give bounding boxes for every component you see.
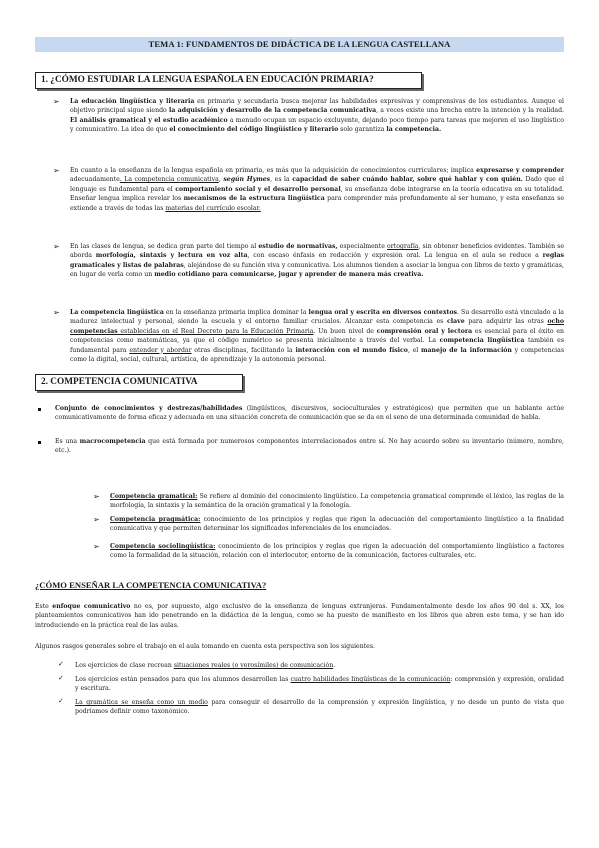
text-run: competencia lingüística — [439, 337, 525, 345]
text-run: es esencial para el éxito en competencias como matemáticas, ya que el código numérico se presenta inicialmente a través del verbal. La — [70, 327, 564, 345]
text-run: enfoque comunicativo — [52, 603, 131, 610]
text-run: mecanismos de la estructura lingüística — [183, 195, 325, 203]
text-run: , con escaso énfasis en redacción y expresión oral. La lengua en el aula se reduce a — [247, 252, 543, 260]
text-run: Competencia sociolingüística: — [110, 543, 216, 550]
text-run: para conseguir el desarrollo de la comprensión y expresión lingüística, y no desde un punto de vista que podríamos definir como taxonómico. — [75, 699, 564, 716]
text-run: manejo de la información — [421, 346, 512, 354]
section3-paragraph-2 — [35, 642, 564, 651]
text-run: estudio de normativas, — [258, 243, 338, 250]
arrow-bullet-icon: ➢ — [93, 542, 100, 551]
section2-bullet-1 — [55, 404, 564, 423]
text-run: . La competencia comunicativa — [119, 176, 219, 184]
text-run: situaciones reales (o verosímiles) de comunicación — [173, 662, 334, 669]
arrow-bullet-icon: ➢ — [93, 515, 100, 524]
text-run: la adquisición y desarrollo de la competencia comunicativa — [168, 107, 377, 115]
section3-check-2 — [75, 675, 564, 694]
text-run: Los ejercicios están pensados para que los alumnos desarrollen las — [75, 676, 291, 683]
square-bullet-icon — [38, 441, 41, 444]
text-run: a menudo ocupan un espacio excluyente, dejando poco tiempo para tareas que mejoren el uso lingüístico y comunicativo. La idea de que — [70, 116, 564, 134]
arrow-bullet-icon: ➢ — [53, 308, 60, 317]
text-run: (lingüísticos, discursivos, socioculturales y estratégicos) que permiten que un hablante actúe comunicativamente de forma eficaz y adecuada en una situación concreta de comunicación que se da en el seno de una determinada comunidad de habla. — [55, 405, 564, 422]
text-run: según Hymes — [223, 176, 271, 184]
text-run: , alejándose de su función viva y comunicativa. Los alumnos tienden a asociar la lengua con libros de texto y gramáticas, en lugar de verla como un — [70, 261, 564, 279]
text-run: Competencia pragmática: — [110, 516, 201, 523]
competencia-gramatical-item — [110, 492, 564, 511]
text-run: macrocompetencia — [79, 438, 146, 445]
check-icon: ✓ — [58, 660, 64, 668]
text-run: solo garantiza — [338, 126, 387, 134]
section1-paragraph-1 — [70, 97, 564, 135]
text-run: . Su desarrollo está vinculado a la madurez intelectual y personal, siendo la escuela y el entorno familiar cruciales. Alcanzar esta competencia es — [70, 309, 564, 326]
text-run: y competencias como la digital, social, cultural, artística, de aprendizaje y la autonomía personal. — [70, 346, 564, 364]
text-run: conocimiento de los principios y reglas que rigen la adecuación del comportamiento lingüístico a la finalidad comunicativa y que permiten determinar los significados inferenciales de los enunciados. — [110, 516, 565, 533]
text-run: ortografía — [387, 243, 419, 250]
square-bullet-icon — [38, 408, 41, 411]
text-run: Los ejercicios de clase recrean — [75, 662, 174, 669]
text-run: , su enseñanza debe integrarse en la teoría educativa en su totalidad. Enseñar lengua implica revelar los — [70, 185, 564, 203]
text-run: otras disciplinas, facilitando la — [191, 346, 296, 354]
text-run: En las clases de lengua, se dedica gran parte del tiempo al — [70, 243, 259, 250]
text-run: La educación lingüística y literaria — [70, 98, 195, 105]
section-2-heading: 2. COMPETENCIA COMUNICATIVA — [35, 374, 243, 391]
text-run: interacción con el mundo físico — [295, 346, 408, 354]
text-run: adecuadamente — [70, 176, 120, 184]
text-run: La gramática se enseña como un medio — [75, 699, 208, 706]
text-run: ocho competencias — [70, 318, 564, 335]
arrow-bullet-icon: ➢ — [53, 97, 60, 106]
arrow-bullet-icon: ➢ — [93, 492, 100, 501]
competencia-pragmatica-item — [110, 515, 564, 534]
text-run: también es fundamental para — [70, 337, 565, 354]
text-run: comprensión oral y lectora — [376, 327, 473, 335]
competencia-sociolinguistica-item — [110, 542, 564, 561]
text-run: , — [218, 176, 224, 184]
text-run: , el — [407, 346, 421, 354]
text-run: establecidas en el Real Decreto para la Educación Primaria — [117, 327, 314, 335]
text-run: Conjunto de conocimientos y destrezas/habilidades — [55, 405, 243, 412]
section-3-heading: ¿CÓMO ENSEÑAR LA COMPETENCIA COMUNICATIVA? — [35, 580, 267, 590]
text-run: , sin obtener beneficios evidentes. También se aborda — [70, 243, 565, 260]
text-run: en primaria y secundaria busca mejorar las habilidades expresivas y comprensivas de los estudiantes. Aunque el objetivo principal sigue siendo — [70, 98, 564, 115]
text-run: medio cotidiano para comunicarse, jugar y aprender de manera más creativa. — [154, 271, 424, 279]
text-run: para comprender más profundamente al ser humano, y esta enseñanza se extiende a través de todas las — [70, 195, 565, 212]
text-run: El análisis gramatical y el estudio académico — [70, 116, 228, 124]
text-run: entender y abordar — [129, 346, 192, 354]
text-run: La competencia lingüística — [70, 309, 164, 316]
text-run: clave — [446, 318, 465, 326]
text-run: capacidad de saber cuándo hablar, sobre qué hablar y con quién. — [292, 176, 523, 184]
text-run: En cuanto a la enseñanza de la lengua española en primaria, es más que la adquisición de conocimientos curriculares; implica — [70, 167, 477, 174]
text-run: Este — [35, 603, 53, 610]
text-run: la competencia. — [386, 126, 442, 134]
section2-bullet-2 — [55, 437, 564, 456]
arrow-bullet-icon: ➢ — [53, 242, 60, 251]
text-run: lengua oral y escrita en diversos contextos — [308, 309, 457, 316]
text-run: en la enseñanza primaria implica dominar la — [163, 309, 309, 316]
section3-check-3 — [75, 698, 564, 717]
text-run: Es una — [55, 438, 80, 445]
text-run: . — [333, 662, 336, 669]
section3-paragraph-1 — [35, 602, 564, 630]
document-title: TEMA 1: FUNDAMENTOS DE DIDÁCTICA DE LA LENGUA CASTELLANA — [35, 37, 564, 52]
section1-paragraph-2 — [70, 166, 564, 213]
check-icon: ✓ — [58, 697, 64, 705]
text-run: especialmente — [337, 243, 388, 250]
text-run: , es la — [270, 176, 293, 184]
text-run: Se refiere al dominio del conocimiento lingüístico. La competencia gramatical comprende el léxico, las reglas de la morfología, la sintaxis y la semántica de la oración gramatical y la fonología. — [110, 493, 564, 510]
text-run: Dado que el lenguaje es fundamental para el — [70, 176, 564, 193]
text-run: reglas gramaticales y listas de palabras — [70, 252, 564, 269]
check-icon: ✓ — [58, 674, 64, 682]
text-run: : comprensión y expresión, oralidad y escritura. — [75, 676, 564, 693]
section3-check-1 — [75, 661, 564, 670]
text-run: cuatro habilidades lingüísticas de la comunicación — [290, 676, 451, 683]
text-run: no es, por supuesto, algo exclusivo de la enseñanza de lenguas extranjeras. Fundamentalmente desde los años 90 del s. XX, los planteamientos comunicativos han ido penetrando en la didáctica de la lengua, como se ha puesto de manifiesto en los libros que abren este tema, y se han ido introduciendo en la práctica real de las aulas. — [35, 603, 564, 629]
text-run: expresarse y comprender — [476, 167, 564, 174]
text-run: para adquirir las otras — [464, 318, 548, 326]
text-run: conocimiento de los principios y reglas que rigen la adecuación del comportamiento lingüístico a factores como la formalidad de la situación, relación con el interlocutor, entorno de la comunicación, factores culturales, etc. — [110, 543, 564, 560]
text-run: materias del currículo escolar. — [165, 204, 261, 212]
section1-paragraph-3 — [70, 242, 564, 280]
text-run: comportamiento social y el desarrollo personal — [175, 185, 341, 193]
arrow-bullet-icon: ➢ — [53, 166, 60, 175]
text-run: morfología, sintaxis y lectura en voz alta — [95, 252, 248, 260]
text-run: , a veces existe una brecha entre la intención y la realidad. — [376, 107, 565, 115]
text-run: que está formada por numerosos componentes interrelacionados entre sí. No hay acuerdo sobre su inventario (número, nombre, etc.). — [55, 438, 564, 455]
section1-paragraph-4 — [70, 308, 564, 364]
text-run: Algunos rasgos generales sobre el trabajo en el aula tomando en cuenta esta perspectiva son los siguientes. — [35, 643, 375, 650]
text-run: Competencia gramatical: — [110, 493, 198, 500]
text-run: . Un buen nivel de — [313, 327, 377, 335]
text-run: el conocimiento del código lingüístico y literario — [169, 126, 339, 134]
section-1-heading: 1. ¿CÓMO ESTUDIAR LA LENGUA ESPAÑOLA EN EDUCACIÓN PRIMARIA? — [35, 72, 422, 89]
